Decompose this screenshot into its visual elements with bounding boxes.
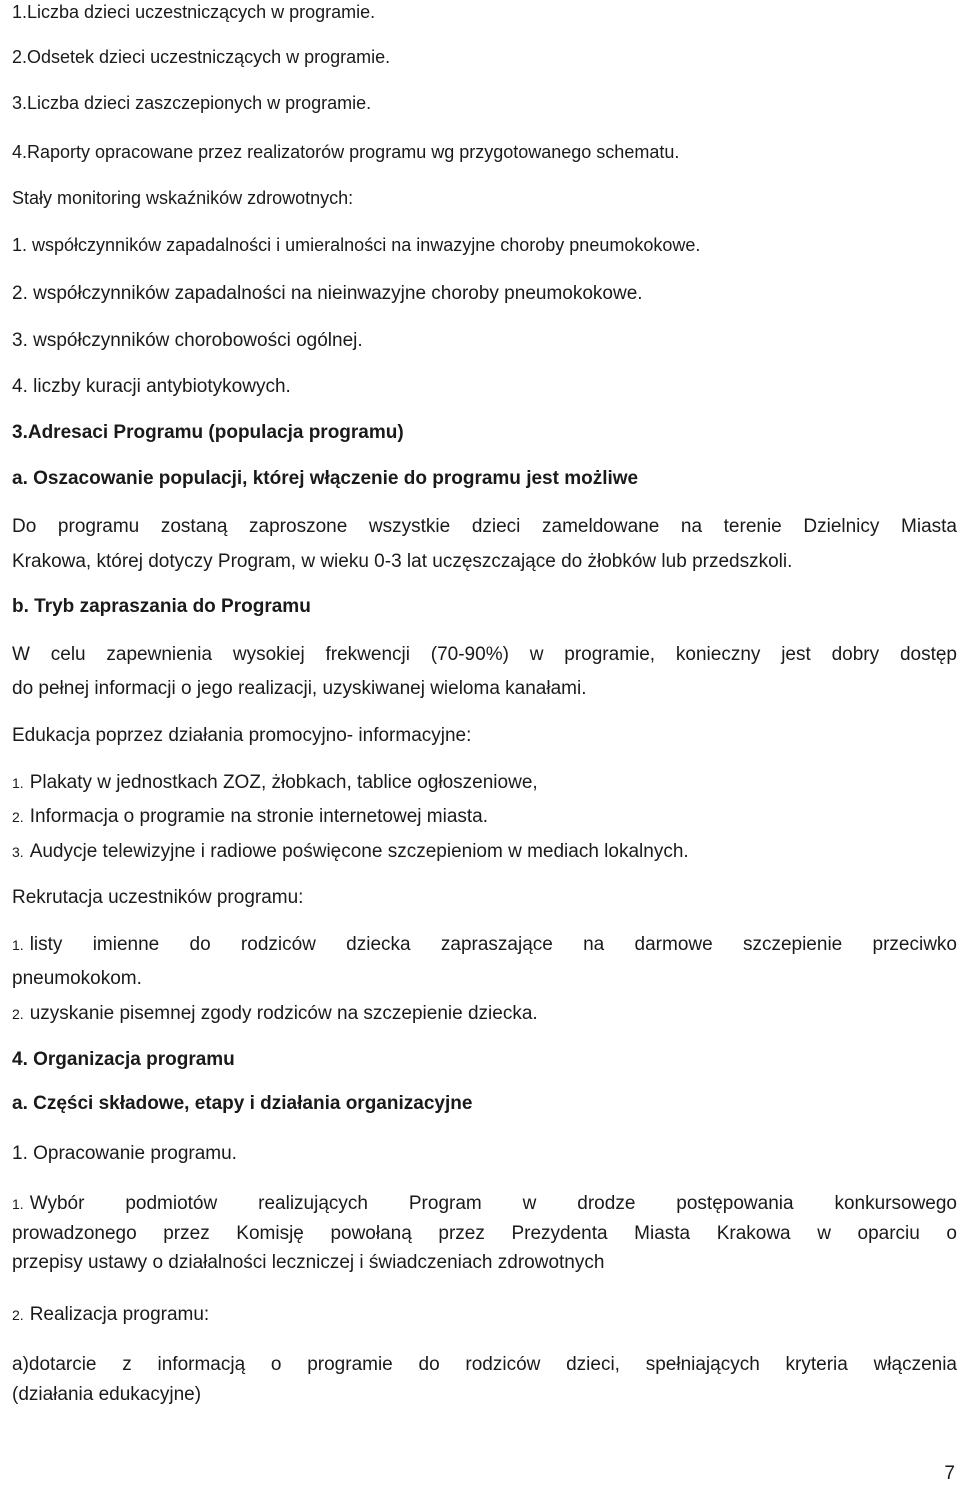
list-item (12, 771, 538, 795)
item-text: współczynników chorobowości ogólnej. (33, 330, 363, 351)
item-text: Informacja o programie na stronie internetowej miasta. (29, 806, 489, 827)
paragraph-line: prowadzonego przez Komisję powołaną przez Prezydenta Miasta Krakowa w oparciu o (12, 1223, 957, 1244)
list-item (12, 140, 679, 164)
item-text: listy imienne do rodziców dziecka zapraszające na darmowe szczepienie przeciwko (29, 934, 957, 955)
subsection-heading: a. Oszacowanie populacji, której włączenie do programu jest możliwe (12, 468, 639, 489)
list-item (12, 840, 689, 864)
list-item (12, 1192, 957, 1216)
paragraph-line: Do programu zostaną zaproszone wszystkie dzieci zameldowane na terenie Dzielnicy Miasta (12, 516, 957, 537)
item-number: 2. (12, 47, 28, 67)
list-item (12, 0, 375, 24)
item-text: Realizacja programu: (29, 1304, 210, 1325)
list-item (12, 1303, 209, 1327)
paragraph-line: przepisy ustawy o działalności leczniczej i świadczeniach zdrowotnych (12, 1252, 605, 1273)
list-item (12, 329, 363, 353)
item-text: współczynników zapadalności i umieralności na inwazyjne choroby pneumokokowe. (32, 235, 701, 255)
paragraph-line: W celu zapewnienia wysokiej frekwencji (70-90%) w programie, konieczny jest dobry dostęp (12, 644, 957, 665)
list-item (12, 933, 957, 957)
subsection-heading: a. Części składowe, etapy i działania organizacyjne (12, 1093, 473, 1114)
item-number: 4. (12, 376, 28, 397)
paragraph-line: Krakowa, której dotyczy Program, w wieku 0-3 lat uczęszczające do żłobków lub przedszkoli. (12, 551, 793, 572)
list-item (12, 805, 488, 829)
list-item (12, 1353, 957, 1377)
section-heading: 3.Adresaci Programu (populacja programu) (12, 422, 404, 443)
item-text: Liczba dzieci zaszczepionych w programie. (27, 93, 372, 113)
paragraph-line: do pełnej informacji o jego realizacji, uzyskiwanej wieloma kanałami. (12, 678, 587, 699)
list-item (12, 282, 643, 306)
page-number: 7 (944, 1463, 955, 1484)
item-number: 3. (12, 93, 28, 113)
item-number: 1. (12, 775, 24, 791)
step-line: 1. Opracowanie programu. (12, 1143, 237, 1164)
list-item (12, 1002, 538, 1026)
item-number: 2. (12, 809, 24, 825)
item-text: Audycje telewizyjne i radiowe poświęcone szczepieniom w mediach lokalnych. (29, 841, 689, 862)
item-number: 3. (12, 844, 24, 860)
item-number: 1. (12, 2, 28, 22)
item-text: Raporty opracowane przez realizatorów programu wg przygotowanego schematu. (27, 142, 680, 162)
item-text: Liczba dzieci uczestniczących w programie. (27, 2, 376, 22)
item-text: Plakaty w jednostkach ZOZ, żłobkach, tablice ogłoszeniowe, (29, 772, 538, 793)
item-number: 2. (12, 1307, 24, 1323)
education-heading: Edukacja poprzez działania promocyjno- informacyjne: (12, 725, 472, 746)
list-item (12, 233, 700, 257)
section-heading: 4. Organizacja programu (12, 1049, 235, 1070)
item-text: dotarcie z informacją o programie do rodziców dzieci, spełniających kryteria włączenia (28, 1354, 957, 1375)
list-item (12, 375, 291, 399)
list-item (12, 91, 371, 115)
item-number: 1. (12, 937, 24, 953)
list-item (12, 45, 390, 69)
monitoring-heading: Stały monitoring wskaźników zdrowotnych: (12, 188, 354, 208)
recruitment-heading: Rekrutacja uczestników programu: (12, 887, 304, 908)
item-text: Odsetek dzieci uczestniczących w programie. (27, 47, 391, 67)
item-text: współczynników zapadalności na nieinwazyjne choroby pneumokokowe. (33, 283, 643, 304)
item-text: Wybór podmiotów realizujących Program w drodze postępowania konkursowego (29, 1193, 957, 1214)
item-text: liczby kuracji antybiotykowych. (33, 376, 291, 397)
paragraph-line: pneumokokom. (12, 968, 142, 989)
paragraph-line: (działania edukacyjne) (12, 1384, 202, 1405)
item-number: 4. (12, 142, 28, 162)
item-number: 2. (12, 283, 28, 304)
item-number: 1. (12, 235, 28, 255)
item-number: 1. (12, 1196, 24, 1212)
item-number: 2. (12, 1006, 24, 1022)
item-label: a) (12, 1354, 29, 1375)
item-number: 3. (12, 330, 28, 351)
item-text: uzyskanie pisemnej zgody rodziców na szczepienie dziecka. (29, 1003, 538, 1024)
subsection-heading: b. Tryb zapraszania do Programu (12, 596, 311, 617)
